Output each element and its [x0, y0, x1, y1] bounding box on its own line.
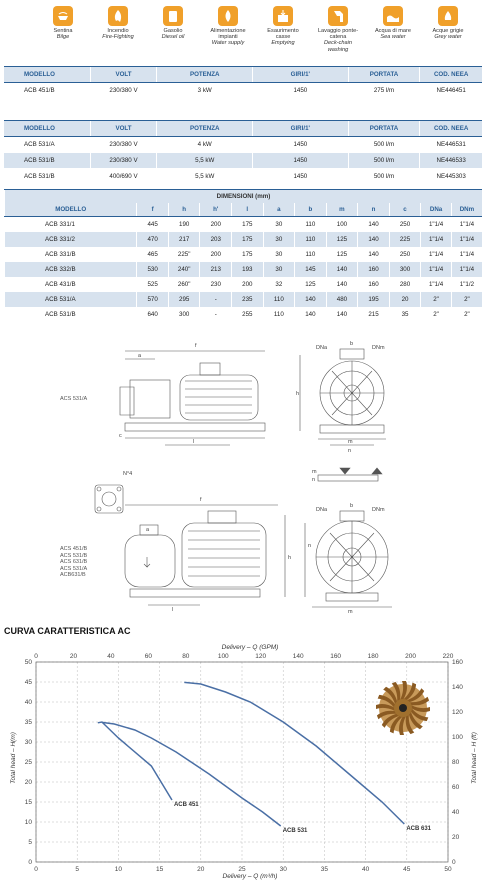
table-cell: 465: [137, 247, 169, 262]
dim-n-top: n: [348, 448, 352, 454]
table-cell: 295: [168, 292, 200, 307]
app-label-en: Grey water: [434, 34, 462, 41]
table-cell: 20: [389, 292, 421, 307]
table-cell: -: [200, 307, 232, 322]
table-cell: 1"1/4: [421, 247, 452, 262]
drawing-model-label: ACB631/B: [60, 572, 86, 578]
series-line-acb-631: [184, 682, 404, 824]
app-label-en: Emptying: [271, 40, 295, 47]
x-tick-label: 50: [444, 866, 452, 873]
x2-tick-labels: [34, 653, 454, 660]
column-header: c: [389, 203, 421, 217]
column-header: GIRI/1': [253, 121, 349, 137]
table-cell: 255: [232, 307, 264, 322]
table-cell: 480: [326, 292, 358, 307]
x2-tick-label: 60: [144, 653, 152, 660]
table-cell: 230/380 V: [90, 153, 157, 169]
table-cell: 275 l/m: [348, 83, 420, 99]
drawing-model-label: ACS 631/B: [60, 559, 88, 565]
table-cell: 1"1/4: [421, 277, 452, 292]
column-header: MODELLO: [4, 67, 90, 83]
table-cell: 175: [232, 232, 264, 247]
dim-a-top: a: [138, 353, 142, 359]
table-cell: 300: [389, 262, 421, 277]
y2-tick-label: 60: [452, 784, 460, 791]
column-header: DNa: [421, 203, 452, 217]
column-header: MODELLO: [4, 121, 90, 137]
y-tick-label: 35: [24, 719, 32, 726]
app-label-it: Esaurimento casse: [267, 28, 299, 41]
app-diesel: [150, 6, 196, 40]
table-cell: ACB 331/2: [5, 232, 137, 247]
column-header: COD. NEEA: [420, 121, 482, 137]
x-tick-label: 10: [114, 866, 123, 873]
column-header: n: [358, 203, 390, 217]
table-cell: 4 kW: [157, 137, 253, 153]
table-cell: ACB 531/B: [5, 307, 137, 322]
table-row: [4, 83, 482, 99]
table-cell: 1"1/4: [451, 262, 482, 277]
table-cell: 190: [168, 217, 200, 233]
table-cell: 230: [200, 277, 232, 292]
dim-n-bottom: n: [308, 543, 312, 549]
grey-water-icon: [438, 6, 458, 26]
app-label-en: Sea water: [380, 34, 406, 41]
table-cell: 175: [232, 247, 264, 262]
dim-f-bottom: f: [200, 497, 202, 503]
dim-n-detail: n: [312, 477, 316, 483]
x-tick-labels: [34, 866, 452, 873]
y-tick-label: 50: [24, 659, 32, 666]
x2-tick-label: 80: [182, 653, 190, 660]
y-tick-label: 25: [24, 759, 32, 766]
table-cell: ACB 451/B: [4, 83, 90, 99]
table-cell: 2": [451, 292, 482, 307]
x-tick-label: 40: [361, 866, 370, 873]
table-cell: 203: [200, 232, 232, 247]
dim-m-detail: m: [312, 469, 317, 475]
app-fire: [95, 6, 141, 40]
table-cell: 30: [263, 232, 295, 247]
dimensions-table: [4, 189, 482, 322]
table-cell: 1"1/4: [451, 247, 482, 262]
table-cell: ACB 531/A: [4, 137, 90, 153]
x2-tick-label: 0: [34, 653, 38, 660]
dim-c-top: c: [119, 433, 122, 439]
x-tick-label: 30: [279, 866, 287, 873]
app-label-it: Gasolio: [163, 28, 183, 34]
table-cell: 5,5 kW: [157, 169, 253, 185]
table-cell: 235: [232, 292, 264, 307]
column-header: POTENZA: [157, 121, 253, 137]
app-label-it: Sentina: [53, 28, 73, 34]
x2-tick-label: 160: [330, 653, 342, 660]
table-cell: -: [200, 292, 232, 307]
app-label-it: Alimentazione impianti: [210, 28, 246, 41]
table-row: [5, 217, 483, 233]
app-label-en: Deck-chain washing: [324, 40, 352, 53]
table-cell: 640: [137, 307, 169, 322]
table-cell: 125: [326, 247, 358, 262]
spec-table-acb451: [4, 66, 482, 99]
table-cell: 215: [358, 307, 390, 322]
table-cell: 140: [326, 307, 358, 322]
table-cell: 30: [263, 217, 295, 233]
table-cell: 530: [137, 262, 169, 277]
table-cell: NE446451: [420, 83, 482, 99]
diesel-icon: [163, 6, 183, 26]
emptying-icon: [273, 6, 293, 26]
table-cell: 30: [263, 247, 295, 262]
table-cell: 525: [137, 277, 169, 292]
table-cell: 1450: [253, 83, 349, 99]
column-header: PORTATA: [348, 121, 420, 137]
column-header: b: [295, 203, 327, 217]
table-cell: 160: [358, 262, 390, 277]
dim-dnm-bottom: DNm: [372, 507, 385, 513]
series-label: ACB 531: [282, 828, 308, 834]
table-row: [4, 137, 482, 153]
applications-row: [40, 6, 480, 54]
x2-tick-label: 100: [217, 653, 229, 660]
column-header: GIRI/1': [253, 67, 349, 83]
table-cell: 2": [421, 292, 452, 307]
impeller-image: [376, 681, 430, 735]
y-tick-label: 0: [28, 859, 32, 866]
table-cell: 32: [263, 277, 295, 292]
app-bilge: [40, 6, 86, 40]
column-header: DNm: [451, 203, 482, 217]
y2-tick-label: 40: [452, 809, 460, 816]
table-cell: ACB 531/A: [5, 292, 137, 307]
x-tick-label: 0: [34, 866, 38, 873]
spec-table-acb531: [4, 120, 482, 185]
table-cell: 1"1/4: [451, 217, 482, 233]
app-label-it: Incendio: [107, 28, 129, 34]
x2-tick-label: 220: [442, 653, 454, 660]
table-cell: 200: [200, 217, 232, 233]
x2-tick-label: 20: [69, 653, 78, 660]
fire-icon: [108, 6, 128, 26]
dim-l-top: l: [193, 439, 195, 445]
dim-dna-bottom: DNa: [316, 507, 328, 513]
dim-b-bottom: b: [350, 503, 354, 509]
app-label-it: Lavaggio ponte-catena: [317, 28, 359, 41]
column-header: VOLT: [90, 67, 157, 83]
table-cell: NE446531: [420, 137, 482, 153]
table-cell: 250: [389, 247, 421, 262]
table-cell: 500 l/m: [348, 169, 420, 185]
x-tick-label: 25: [238, 866, 246, 873]
table-cell: 100: [326, 217, 358, 233]
app-label-en: Diesel oil: [161, 34, 185, 41]
series-label: ACB 451: [173, 802, 199, 808]
table-cell: 1"1/4: [421, 232, 452, 247]
series-line-acb-451: [98, 722, 172, 800]
y2-tick-label: 160: [452, 659, 463, 666]
table-cell: 500 l/m: [348, 137, 420, 153]
x2-tick-label: 140: [292, 653, 304, 660]
table-cell: 140: [358, 232, 390, 247]
table-row: [5, 247, 483, 262]
app-water-supply: [205, 6, 251, 47]
performance-chart: [0, 640, 488, 883]
x-tick-label: 15: [155, 866, 164, 873]
x2-tick-label: 40: [107, 653, 115, 660]
table-cell: 140: [326, 277, 358, 292]
table-row: [4, 169, 482, 185]
table-cell: 300: [168, 307, 200, 322]
column-header: POTENZA: [157, 67, 253, 83]
app-sea-water: [370, 6, 416, 40]
drawing-model-label: ACS 451/B: [60, 546, 88, 552]
column-header: PORTATA: [348, 67, 420, 83]
table-cell: 470: [137, 232, 169, 247]
table-cell: ACB 531/B: [4, 153, 90, 169]
dim-h-top: h: [296, 391, 300, 397]
y-axis-label: Total head – H(m): [10, 732, 17, 784]
table-cell: 140: [326, 262, 358, 277]
deck-washing-icon: [328, 6, 348, 26]
dim-dnm-top: DNm: [372, 345, 385, 351]
y-tick-label: 30: [24, 739, 32, 746]
column-header: h: [168, 203, 200, 217]
section-title: CURVA CARATTERISTICA AC: [4, 626, 131, 636]
table-cell: 225: [389, 232, 421, 247]
table-cell: NE446533: [420, 153, 482, 169]
drawing-label-top: ACS 531/A: [60, 396, 88, 402]
x-tick-label: 20: [197, 866, 205, 873]
dim-holes-bottom: N°4: [123, 471, 133, 477]
table-cell: 200: [200, 247, 232, 262]
table-cell: ACB 331/B: [5, 247, 137, 262]
table-cell: ACB 332/B: [5, 262, 137, 277]
series-line-acb-531: [102, 722, 281, 826]
table-row: [5, 307, 483, 322]
table-cell: 140: [358, 217, 390, 233]
app-deck-washing: [315, 6, 361, 53]
y-tick-label: 10: [24, 819, 32, 826]
app-label-it: Acque grigie: [432, 28, 464, 34]
y2-tick-label: 120: [452, 709, 463, 716]
table-cell: 160: [358, 277, 390, 292]
bilge-icon: [53, 6, 73, 26]
dim-m-bottom: m: [348, 609, 353, 613]
table-row: [4, 153, 482, 169]
table-cell: 1"1/4: [421, 217, 452, 233]
dim-dna-top: DNa: [316, 345, 328, 351]
column-header: a: [263, 203, 295, 217]
table-cell: 1450: [253, 169, 349, 185]
x2-tick-label: 200: [405, 653, 416, 660]
x2-tick-label: 180: [367, 653, 379, 660]
table-cell: 200: [232, 277, 264, 292]
y-tick-label: 45: [24, 679, 32, 686]
x-tick-label: 35: [320, 866, 329, 873]
dim-m-top: m: [348, 439, 353, 445]
x-axis-label: Delivery – Q (m³/h): [222, 873, 278, 880]
y2-tick-label: 80: [452, 759, 460, 766]
table-cell: 570: [137, 292, 169, 307]
table-cell: 260": [168, 277, 200, 292]
x2-axis-label: Delivery – Q (GPM): [221, 644, 279, 651]
x2-tick-label: 120: [255, 653, 267, 660]
table-row: [5, 292, 483, 307]
y-tick-labels: [25, 659, 33, 866]
table-cell: 3 kW: [157, 83, 253, 99]
table-cell: 193: [232, 262, 264, 277]
table-cell: 35: [389, 307, 421, 322]
sea-water-icon: [383, 6, 403, 26]
dim-f-top: f: [195, 343, 197, 349]
table-row: [5, 232, 483, 247]
table-cell: 145: [295, 262, 327, 277]
table-cell: 445: [137, 217, 169, 233]
drawing-model-label: ACS 531/B: [60, 552, 88, 559]
table-cell: 140: [358, 247, 390, 262]
app-label-en: Bilge: [56, 34, 70, 41]
table-cell: NE445303: [420, 169, 482, 185]
table-cell: 1"1/4: [421, 262, 452, 277]
table-caption: DIMENSIONI (mm): [5, 190, 483, 204]
table-cell: 195: [358, 292, 390, 307]
dim-a-bottom: a: [146, 527, 150, 533]
table-cell: 217: [168, 232, 200, 247]
table-cell: 110: [263, 292, 295, 307]
y2-tick-label: 140: [452, 684, 463, 691]
table-cell: 1"1/4: [451, 232, 482, 247]
table-cell: 400/690 V: [90, 169, 157, 185]
column-header: l: [232, 203, 264, 217]
table-cell: ACB 331/1: [5, 217, 137, 233]
table-cell: ACB 431/B: [5, 277, 137, 292]
y-tick-label: 15: [24, 799, 32, 806]
table-cell: 125: [295, 277, 327, 292]
dim-l-bottom: l: [172, 607, 174, 613]
table-cell: 240": [168, 262, 200, 277]
table-cell: 125: [326, 232, 358, 247]
table-cell: 175: [232, 217, 264, 233]
y-tick-label: 20: [24, 779, 32, 786]
column-header: h': [200, 203, 232, 217]
dim-h-bottom: h: [288, 555, 292, 561]
app-grey-water: [425, 6, 471, 40]
y-tick-label: 40: [24, 699, 32, 706]
table-cell: 140: [295, 292, 327, 307]
table-cell: 1450: [253, 153, 349, 169]
dim-b-top: b: [350, 341, 354, 347]
table-cell: ACB 531/B: [4, 169, 90, 185]
table-cell: 500 l/m: [348, 153, 420, 169]
x-tick-label: 5: [75, 866, 80, 873]
table-cell: 225": [168, 247, 200, 262]
table-cell: 250: [389, 217, 421, 233]
y-tick-label: 5: [28, 839, 32, 846]
drawing-model-label: ACS 531/A: [60, 565, 88, 572]
table-cell: 1"1/2: [451, 277, 482, 292]
app-label-it: Acqua di mare: [374, 28, 412, 34]
table-cell: 110: [295, 232, 327, 247]
table-cell: 110: [263, 307, 295, 322]
table-cell: 140: [295, 307, 327, 322]
table-cell: 1450: [253, 137, 349, 153]
table-cell: 213: [200, 262, 232, 277]
column-header: VOLT: [90, 121, 157, 137]
app-emptying: [260, 6, 306, 47]
y2-tick-label: 20: [452, 834, 460, 841]
column-header: f: [137, 203, 169, 217]
drawing-labels-bottom: [60, 546, 87, 579]
table-cell: 5,5 kW: [157, 153, 253, 169]
table-row: [5, 277, 483, 292]
app-label-en: Fire-Fighting: [102, 34, 134, 41]
table-cell: 230/380 V: [90, 137, 157, 153]
app-label-en: Water supply: [211, 40, 245, 47]
column-header: m: [326, 203, 358, 217]
table-cell: 2": [451, 307, 482, 322]
table-cell: 2": [421, 307, 452, 322]
y2-tick-label: 0: [452, 859, 456, 866]
water-supply-icon: [218, 6, 238, 26]
table-row: [5, 262, 483, 277]
column-header: COD. NEEA: [420, 67, 482, 83]
table-cell: 110: [295, 247, 327, 262]
table-cell: 110: [295, 217, 327, 233]
table-cell: 30: [263, 262, 295, 277]
x-tick-label: 45: [403, 866, 411, 873]
y2-tick-labels: [452, 659, 463, 866]
table-cell: 280: [389, 277, 421, 292]
table-cell: 230/380 V: [90, 83, 157, 99]
series-label: ACB 631: [406, 826, 432, 832]
column-header: MODELLO: [5, 203, 137, 217]
y2-tick-label: 100: [452, 734, 463, 741]
y2-axis-label: Total head – H (ft): [471, 732, 478, 784]
